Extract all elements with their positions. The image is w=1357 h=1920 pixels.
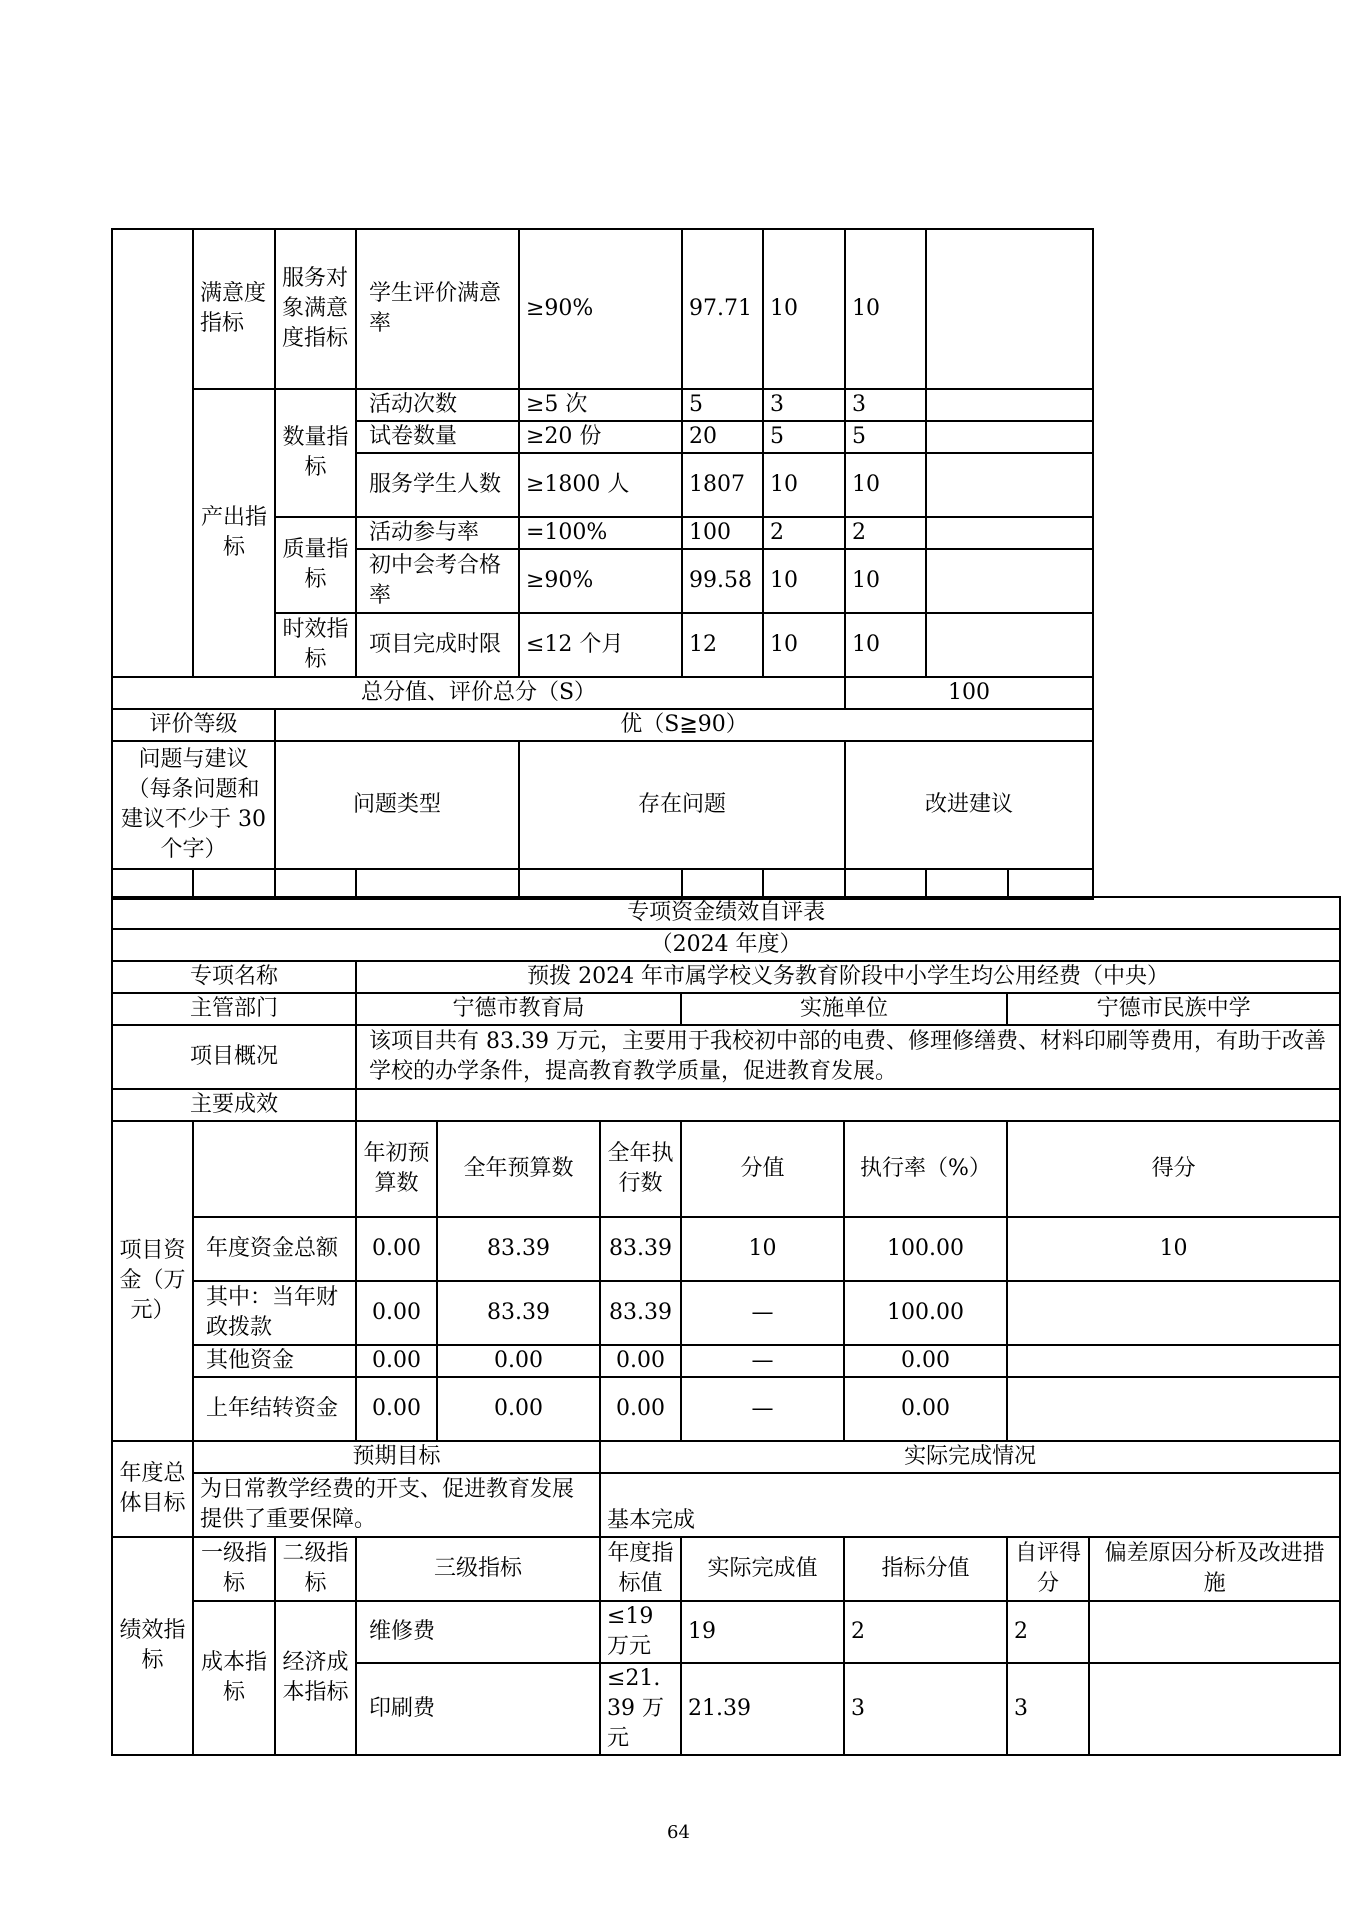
row-note (926, 421, 1093, 453)
row-score: 5 (845, 421, 926, 453)
level1-cell (112, 229, 193, 677)
empty-cell (193, 869, 275, 899)
satisfaction-level3: 服务对象满意度指标 (275, 229, 356, 389)
perf-row-note (1089, 1663, 1340, 1755)
perf-header: 年度指标值 (600, 1537, 681, 1601)
issue-header: 存在问题 (519, 741, 845, 869)
satisfaction-note (926, 229, 1093, 389)
empty-cell (845, 869, 926, 899)
funds-executed: 0.00 (600, 1377, 681, 1441)
actual-header: 实际完成情况 (600, 1441, 1340, 1473)
perf-row-weight: 2 (844, 1601, 1007, 1663)
special-fund-self-evaluation-table (111, 896, 1341, 1756)
output-indicator-label: 产出指标 (193, 389, 275, 677)
total-score-label: 总分值、评价总分（S） (112, 677, 845, 709)
perf-row-actual: 19 (681, 1601, 844, 1663)
row-actual: 5 (682, 389, 763, 421)
funds-budget: 83.39 (437, 1217, 600, 1281)
perf-row-actual: 21.39 (681, 1663, 844, 1755)
perf-row-weight: 3 (844, 1663, 1007, 1755)
timeliness-indicator-label: 时效指标 (275, 613, 356, 677)
funds-rate: 0.00 (844, 1377, 1007, 1441)
empty-cell (112, 869, 193, 899)
satisfaction-level2: 满意度指标 (193, 229, 275, 389)
funds-row-name: 其他资金 (193, 1345, 356, 1377)
row-actual: 100 (682, 517, 763, 549)
page-number: 64 (667, 1822, 690, 1843)
perf-header: 指标分值 (844, 1537, 1007, 1601)
funds-executed: 0.00 (600, 1345, 681, 1377)
funds-rate: 0.00 (844, 1345, 1007, 1377)
row-score: 2 (845, 517, 926, 549)
perf-header: 偏差原因分析及改进措施 (1089, 1537, 1340, 1601)
row-weight: 10 (763, 549, 845, 613)
empty-cell (275, 869, 356, 899)
quantity-indicator-label: 数量指标 (275, 389, 356, 517)
dept-value: 宁德市教育局 (356, 993, 681, 1025)
funds-executed: 83.39 (600, 1281, 681, 1345)
funds-rate: 100.00 (844, 1281, 1007, 1345)
grade-label: 评价等级 (112, 709, 275, 741)
project-name: 预拨 2024 年市属学校义务教育阶段中小学生均公用经费（中央） (356, 961, 1340, 993)
funds-row-name: 其中：当年财政拨款 (193, 1281, 356, 1345)
row-target: ≥20 份 (519, 421, 682, 453)
effect-label: 主要成效 (112, 1089, 356, 1121)
satisfaction-name: 学生评价满意率 (356, 229, 519, 389)
row-note (926, 517, 1093, 549)
row-actual: 99.58 (682, 549, 763, 613)
row-actual: 1807 (682, 453, 763, 517)
row-name: 项目完成时限 (356, 613, 519, 677)
funds-score: 10 (1007, 1217, 1340, 1281)
perf-row-name: 维修费 (356, 1601, 600, 1663)
row-actual: 20 (682, 421, 763, 453)
row-name: 初中会考合格率 (356, 549, 519, 613)
row-target: ≤12 个月 (519, 613, 682, 677)
row-score: 3 (845, 389, 926, 421)
perf-row-name: 印刷费 (356, 1663, 600, 1755)
funds-header: 全年执行数 (600, 1121, 681, 1217)
overview-text: 该项目共有 83.39 万元，主要用于我校初中部的电费、修理修缮费、材料印刷等费用，有助于改善学校的办学条件，提高教育教学质量，促进教育发展。 (356, 1025, 1340, 1089)
row-note (926, 453, 1093, 517)
funds-budget: 83.39 (437, 1281, 600, 1345)
funds-initial: 0.00 (356, 1217, 437, 1281)
funds-score (1007, 1377, 1340, 1441)
satisfaction-weight: 10 (763, 229, 845, 389)
row-weight: 3 (763, 389, 845, 421)
perf-header: 二级指标 (275, 1537, 356, 1601)
funds-score (1007, 1281, 1340, 1345)
cost-indicator-label: 成本指标 (193, 1601, 275, 1755)
row-weight: 2 (763, 517, 845, 549)
funds-row-name: 年度资金总额 (193, 1217, 356, 1281)
total-score-value: 100 (845, 677, 1093, 709)
funds-weight: — (681, 1345, 844, 1377)
econ-cost-indicator-label: 经济成本指标 (275, 1601, 356, 1755)
row-score: 10 (845, 549, 926, 613)
quality-indicator-label: 质量指标 (275, 517, 356, 613)
funds-header: 分值 (681, 1121, 844, 1217)
perf-header: 实际完成值 (681, 1537, 844, 1601)
row-name: 试卷数量 (356, 421, 519, 453)
funds-label: 项目资金（万元） (112, 1121, 193, 1441)
funds-initial: 0.00 (356, 1345, 437, 1377)
empty-cell (763, 869, 845, 899)
issues-label: 问题与建议（每条问题和建议不少于 30 个字） (112, 741, 275, 869)
funds-header: 执行率（%） (844, 1121, 1007, 1217)
perf-header: 三级指标 (356, 1537, 600, 1601)
empty-cell (682, 869, 763, 899)
issue-type-header: 问题类型 (275, 741, 519, 869)
perf-label: 绩效指标 (112, 1537, 193, 1755)
funds-weight: — (681, 1377, 844, 1441)
funds-initial: 0.00 (356, 1377, 437, 1441)
funds-initial: 0.00 (356, 1281, 437, 1345)
funds-executed: 83.39 (600, 1217, 681, 1281)
row-score: 10 (845, 613, 926, 677)
expected-goal: 为日常教学经费的开支、促进教育发展提供了重要保障。 (193, 1473, 600, 1537)
funds-row-name: 上年结转资金 (193, 1377, 356, 1441)
funds-header: 年初预算数 (356, 1121, 437, 1217)
row-name: 活动参与率 (356, 517, 519, 549)
perf-header: 一级指标 (193, 1537, 275, 1601)
goal-label: 年度总体目标 (112, 1441, 193, 1537)
row-target: ≥90% (519, 549, 682, 613)
overview-label: 项目概况 (112, 1025, 356, 1089)
row-target: ≥5 次 (519, 389, 682, 421)
perf-row-target: ≤21.39 万元 (600, 1663, 681, 1755)
table-year: （2024 年度） (112, 929, 1340, 961)
dept-label: 主管部门 (112, 993, 356, 1025)
satisfaction-actual: 97.71 (682, 229, 763, 389)
funds-budget: 0.00 (437, 1345, 600, 1377)
row-score: 10 (845, 453, 926, 517)
row-note (926, 549, 1093, 613)
perf-row-note (1089, 1601, 1340, 1663)
row-weight: 5 (763, 421, 845, 453)
expected-header: 预期目标 (193, 1441, 600, 1473)
row-weight: 10 (763, 453, 845, 517)
perf-row-score: 3 (1007, 1663, 1089, 1755)
project-name-label: 专项名称 (112, 961, 356, 993)
suggestion-header: 改进建议 (845, 741, 1093, 869)
funds-weight: 10 (681, 1217, 844, 1281)
funds-header-blank (193, 1121, 356, 1217)
row-name: 活动次数 (356, 389, 519, 421)
row-name: 服务学生人数 (356, 453, 519, 517)
funds-weight: — (681, 1281, 844, 1345)
empty-cell (926, 869, 1008, 899)
funds-rate: 100.00 (844, 1217, 1007, 1281)
performance-table-continued (111, 228, 1094, 900)
perf-row-target: ≤19 万元 (600, 1601, 681, 1663)
perf-header: 自评得分 (1007, 1537, 1089, 1601)
funds-score (1007, 1345, 1340, 1377)
impl-value: 宁德市民族中学 (1007, 993, 1340, 1025)
row-note (926, 389, 1093, 421)
funds-budget: 0.00 (437, 1377, 600, 1441)
empty-cell (356, 869, 519, 899)
satisfaction-score: 10 (845, 229, 926, 389)
row-target: ≥1800 人 (519, 453, 682, 517)
row-actual: 12 (682, 613, 763, 677)
empty-cell (519, 869, 682, 899)
row-note (926, 613, 1093, 677)
impl-label: 实施单位 (681, 993, 1007, 1025)
effect-value (356, 1089, 1340, 1121)
row-weight: 10 (763, 613, 845, 677)
grade-value: 优（S≧90） (275, 709, 1093, 741)
funds-header: 全年预算数 (437, 1121, 600, 1217)
empty-cell (1008, 869, 1093, 899)
satisfaction-target: ≥90% (519, 229, 682, 389)
funds-header: 得分 (1007, 1121, 1340, 1217)
actual-result: 基本完成 (600, 1473, 1340, 1537)
row-target: =100% (519, 517, 682, 549)
perf-row-score: 2 (1007, 1601, 1089, 1663)
table-title: 专项资金绩效自评表 (112, 897, 1340, 929)
